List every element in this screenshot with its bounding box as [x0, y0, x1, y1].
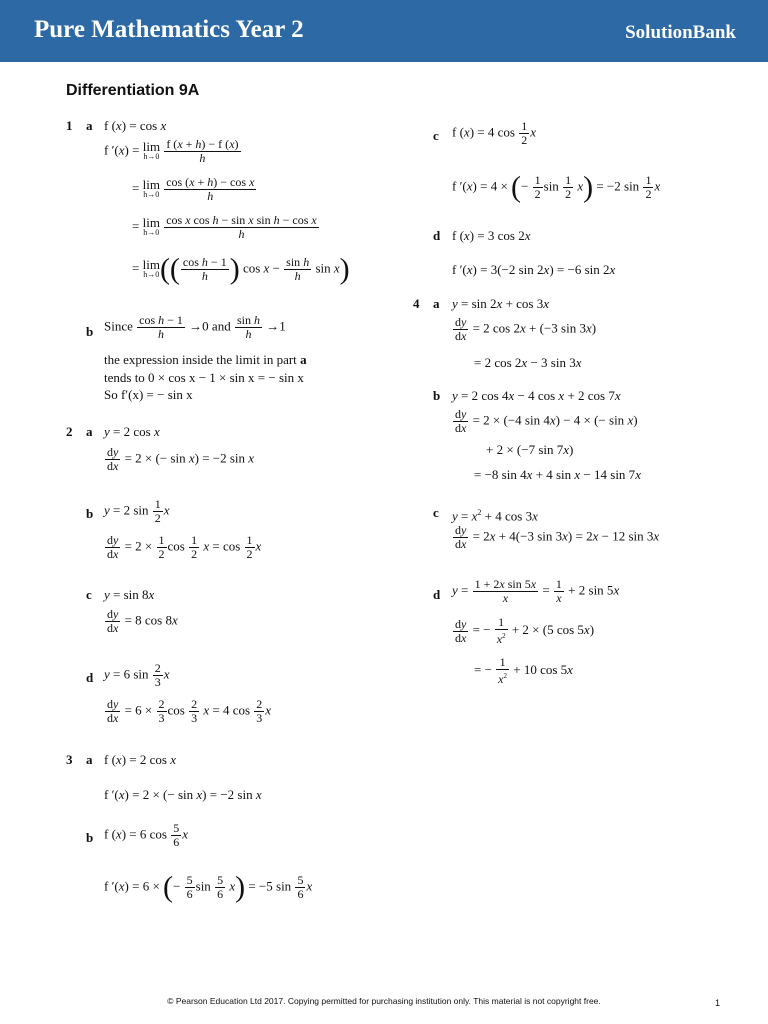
math-line: = − $\frac{1}{x^2}$ + 10 cos 5x — [474, 655, 573, 686]
math-line: = lim h→0 $\frac{\text{cos (x + h) − cos x}}{h}$ — [132, 175, 255, 203]
page-number: 1 — [714, 998, 720, 1008]
math-line: Since $\frac{\text{cos h − 1}}{h}$ →0 and $\frac{\text{sin h}}{h}$ →1 — [104, 313, 286, 341]
part-label: d — [433, 228, 441, 243]
part-label: a — [86, 424, 93, 439]
math-line: f (x) = 6 cos $\frac{5}{6}$ x — [104, 821, 188, 849]
arrow-zero: →0 — [189, 318, 209, 334]
math-line: y = 2 cos 4x − 4 cos x + 2 cos 7x — [452, 388, 621, 403]
text-line: the expression inside the limit in part a — [104, 352, 307, 367]
math-line: y = 2 cos x — [104, 424, 160, 439]
part-label: d — [86, 670, 94, 685]
part-label: c — [433, 505, 439, 520]
question-number: 4 — [413, 296, 420, 311]
math-line: y = 6 sin $\frac{2}{3}$ x — [104, 661, 170, 689]
math-line: f (x) = 3 cos 2x — [452, 228, 531, 243]
math-line: = lim h→0 (( $\frac{\text{cos h − 1}}{h}$ ) cos x − $\frac{\text{sin h}}{h}$ sin x) — [132, 252, 350, 286]
math-line: $\frac{dy}{dx}$ = 6 × $\frac{2}{3}$ cos $\frac{2}{3}$ x = 4 cos $\frac{2}{3}$ x — [107, 697, 272, 725]
math-line: y = sin 2x + cos 3x — [452, 296, 550, 311]
math-line: f (x) = 2 cos x — [104, 752, 176, 767]
math-line: y = sin 8x — [104, 587, 155, 602]
math-line: f ′(x) = 3(−2 sin 2x) = −6 sin 2x — [452, 262, 616, 277]
math-line: $\frac{dy}{dx}$ = − $\frac{1}{x^2}$ + 2 × (5 cos 5x) — [455, 615, 595, 646]
part-label: c — [86, 587, 92, 602]
question-number: 1 — [66, 118, 73, 133]
math-line: = 2 cos 2x − 3 sin 3x — [474, 355, 582, 370]
math-line: $\frac{dy}{dx}$ = 2 × $\frac{1}{2}$ cos $\frac{1}{2}$ x = cos $\frac{1}{2}$ x — [107, 533, 262, 561]
math-line: f (x) = 4 cos $\frac{1}{2}$ x — [452, 119, 536, 147]
math-line: f ′(x) = 4 × (− $\frac{1}{2}$ sin $\frac{1}{2}$ x) = −2 sin $\frac{1}{2}$ x — [452, 170, 661, 204]
math-line: = −8 sin 4x + 4 sin x − 14 sin 7x — [474, 467, 641, 482]
math-line: $\frac{dy}{dx}$ = 2 cos 2x + (−3 sin 3x) — [455, 315, 597, 343]
text-line: tends to 0 × cos x − 1 × sin x = − sin x — [104, 370, 304, 385]
math-line: $\frac{dy}{dx}$ = 2 × (− sin x) = −2 sin x — [107, 445, 255, 473]
math-line: f ′(x) = lim h→0 $\frac{f (x + h) - f (x)}{h}$ — [104, 137, 239, 165]
part-label: b — [86, 324, 94, 339]
section-title: Differentiation 9A — [66, 82, 200, 99]
part-label: b — [433, 388, 441, 403]
part-label: a — [86, 752, 93, 767]
part-label: b — [86, 506, 94, 521]
header-bar — [0, 0, 768, 62]
book-title: Pure Mathematics Year 2 — [34, 16, 304, 43]
question-number: 2 — [66, 424, 73, 439]
copyright-footer: © Pearson Education Ltd 2017. Copying permitted for purchasing institution only. This material is not copyright free. — [167, 996, 601, 1006]
part-label: d — [433, 587, 441, 602]
question-number: 3 — [66, 752, 73, 767]
math-line: $y = x^2 + 4$ cos 3x — [452, 508, 538, 524]
text-line: So f′(x) = − sin x — [104, 387, 193, 402]
math-line: = lim h→0 $\frac{\text{cos x cos h − sin x sin h − cos x}}{h}$ — [132, 213, 317, 241]
math-line: f ′(x) = 2 × (− sin x) = −2 sin x — [104, 787, 262, 802]
math-line: + 2 × (−7 sin 7x) — [486, 442, 574, 457]
math-line: f ′(x) = 6 × (− $\frac{5}{6}$ sin $\frac{5}{6}$ x) = −5 sin $\frac{5}{6}$ x — [104, 870, 313, 904]
math-line: $\frac{dy}{dx}$ = 2 × (−4 sin 4x) − 4 × (− sin x) — [455, 407, 638, 435]
part-label: c — [433, 128, 439, 143]
arrow-one: →1 — [266, 318, 286, 334]
math-line: $\frac{dy}{dx}$ = 8 cos 8x — [107, 607, 178, 635]
math-line: $\frac{dy}{dx}$ = 2x + 4(−3 sin 3x) = 2x − 12 sin 3x — [455, 523, 660, 551]
math-line: y = $\frac{\text{1 + 2x sin 5x}}{x}$ = $\frac{1}{x}$ + 2 sin 5x — [452, 577, 620, 605]
math-line: y = 2 sin $\frac{1}{2}$ x — [104, 497, 170, 525]
since-word: Since — [104, 318, 133, 334]
part-label: a — [86, 118, 93, 133]
and-word: and — [211, 318, 231, 334]
part-label: a — [433, 296, 440, 311]
brand-name: SolutionBank — [625, 22, 736, 43]
math-line: f (x) = cos x — [104, 118, 167, 133]
part-label: b — [86, 830, 94, 845]
